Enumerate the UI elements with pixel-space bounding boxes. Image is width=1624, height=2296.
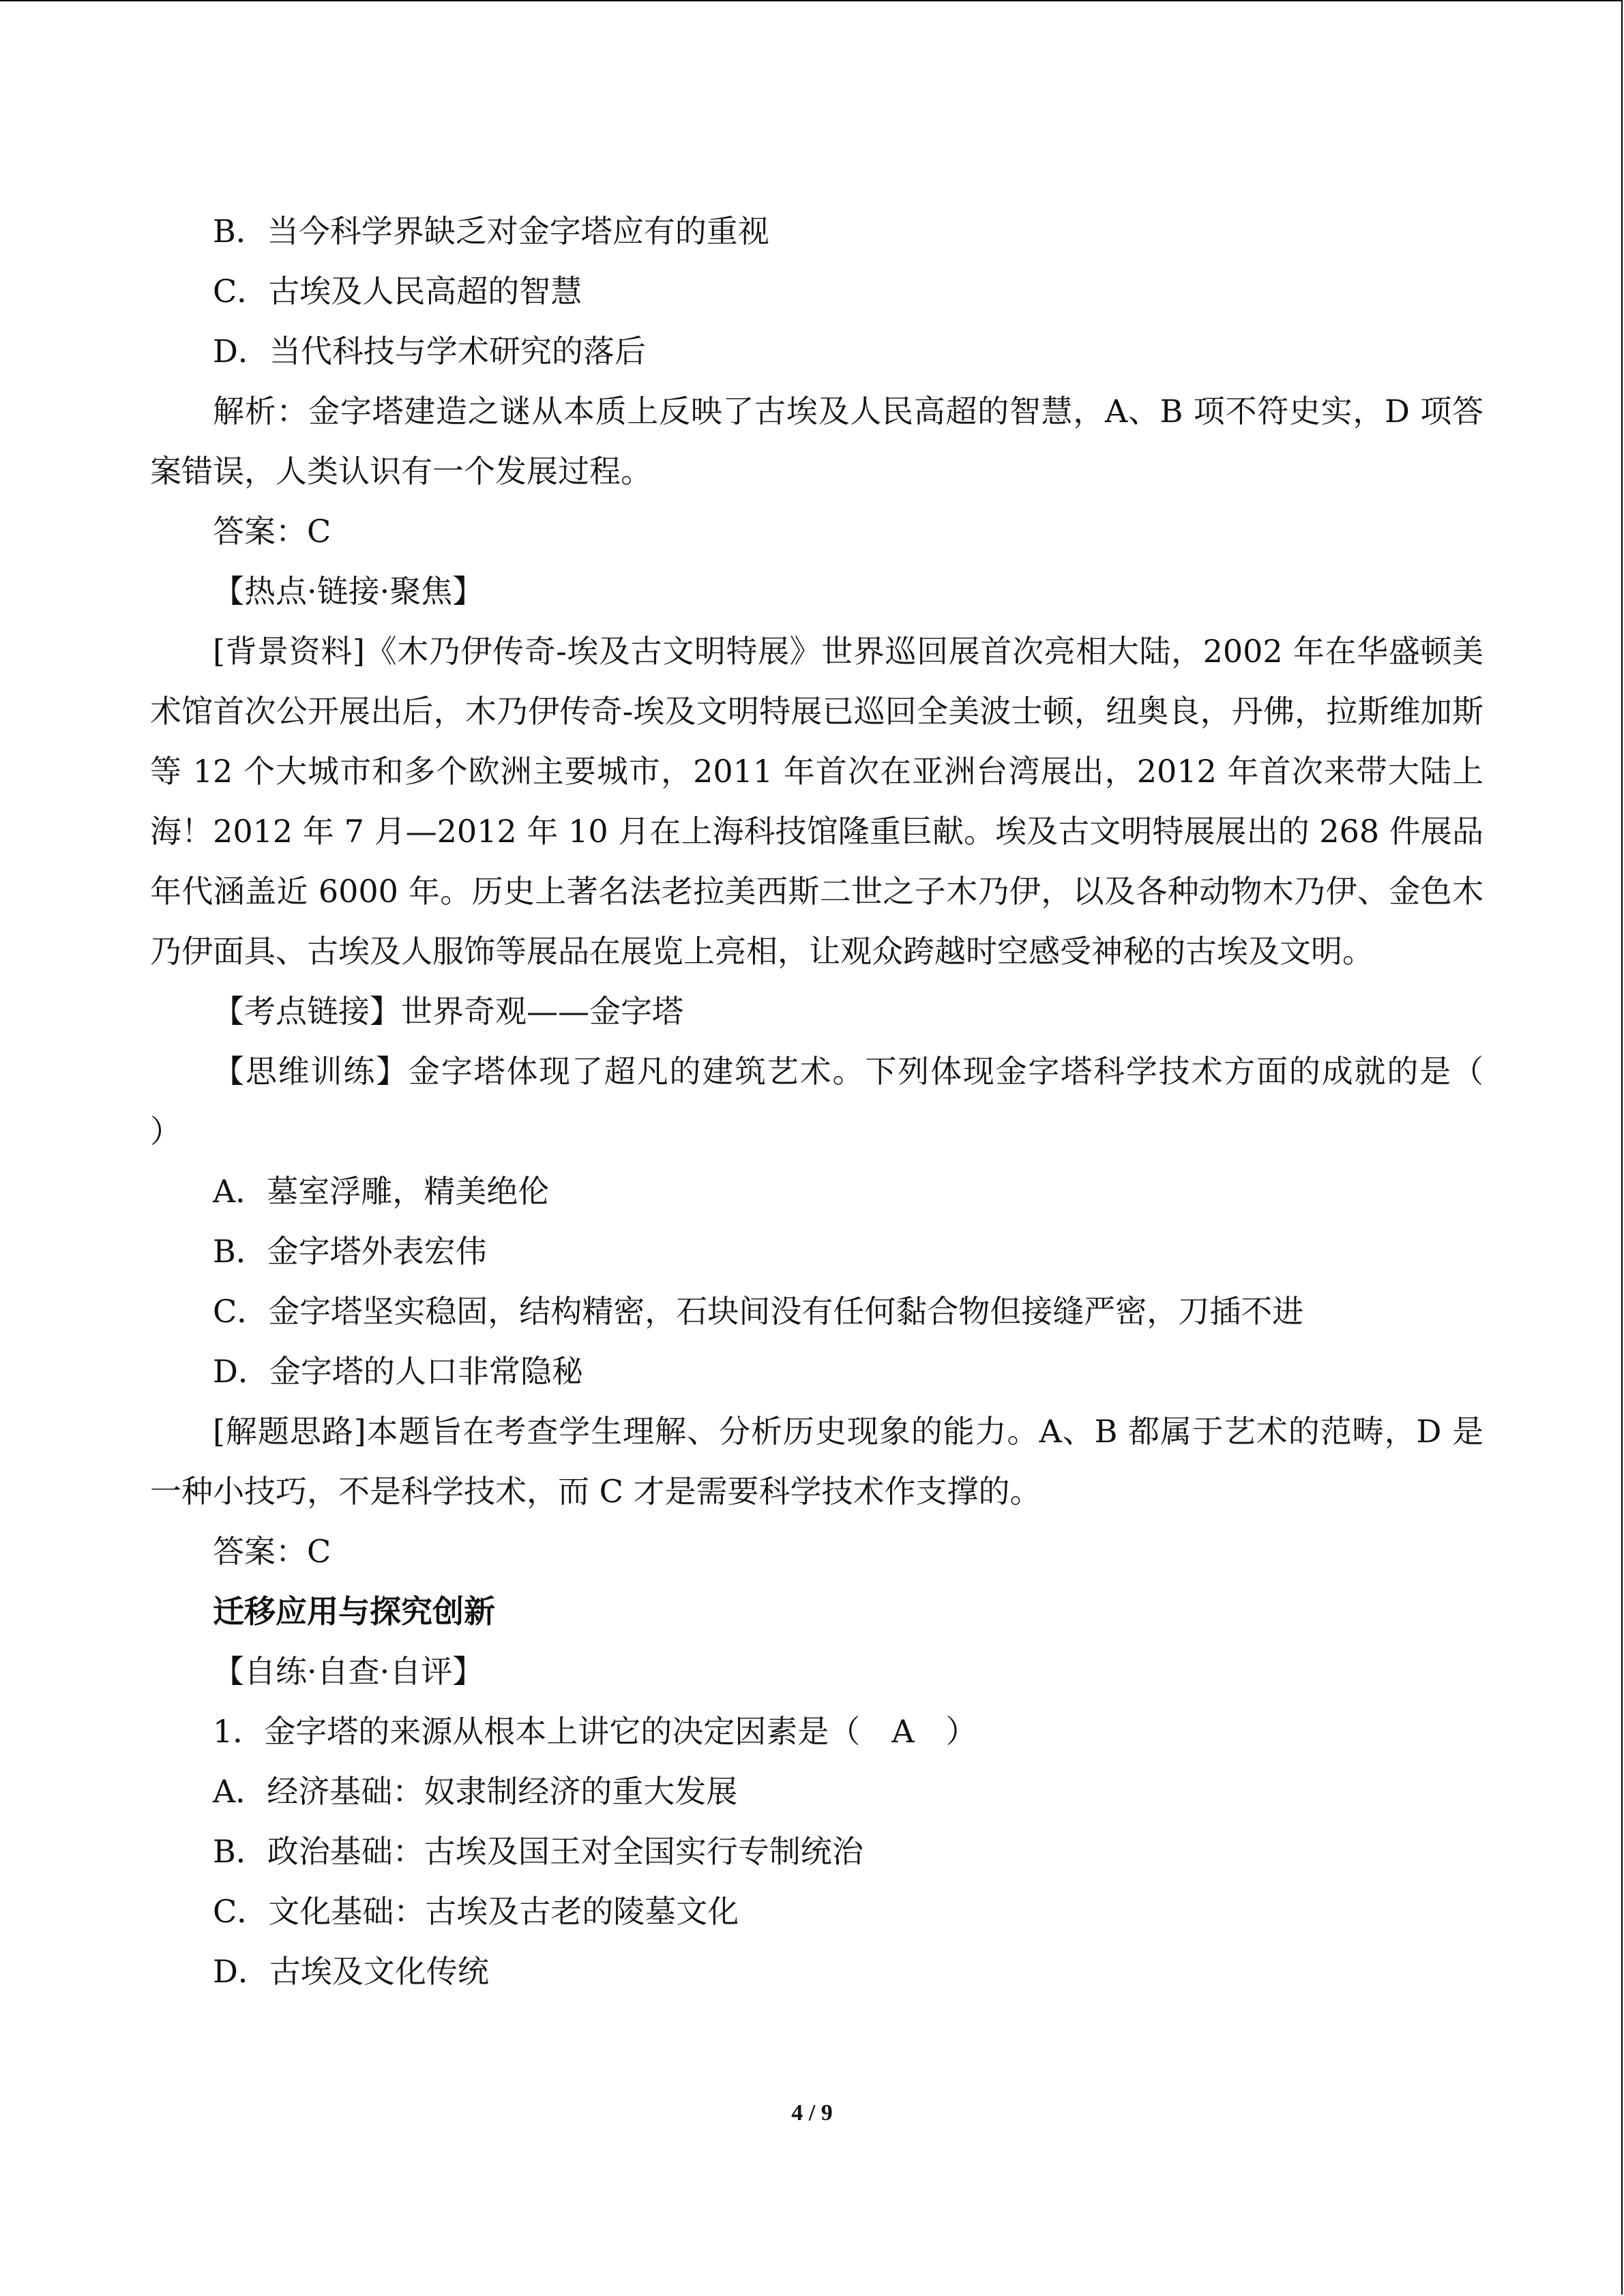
paragraph: C．金字塔坚实稳固，结构精密，石块间没有任何黏合物但接缝严密，刀插不进 bbox=[213, 1293, 1304, 1330]
paragraph: 答案：C bbox=[213, 1533, 331, 1570]
paragraph: B．当今科学界缺乏对金字塔应有的重视 bbox=[213, 213, 769, 250]
paragraph: C．文化基础：古埃及古老的陵墓文化 bbox=[213, 1893, 739, 1930]
document-body bbox=[150, 201, 1546, 2001]
paragraph: [背景资料]《木乃伊传奇-埃及古文明特展》世界巡回展首次亮相大陆，2002 年在华盛顿美术馆首次公开展出后，木乃伊传奇-埃及文明特展已巡回全美波士顿，纽奥良，丹佛，拉斯维加斯等 12 个大城市和多个欧洲主要城市，2011 年首次在亚洲台湾展出，2012 年首次来带大陆上海！2012 年 7 月—2012 年 10 月在上海科技馆隆重巨献。埃及古文明特展展出的 268 件展品年代涵盖近 6000 年。历史上著名法老拉美西斯二世之子木乃伊，以及各种动物木乃伊、金色木乃伊面具、古埃及人服饰等展品在展览上亮相，让观众跨越时空感受神秘的古埃及文明。 bbox=[150, 633, 1483, 970]
paragraph: 答案：C bbox=[213, 513, 331, 550]
section-heading: 迁移应用与探究创新 bbox=[213, 1593, 495, 1630]
page-number: 4 / 9 bbox=[791, 2100, 833, 2126]
paragraph: B．金字塔外表宏伟 bbox=[213, 1233, 487, 1270]
paragraph: D．当代科技与学术研究的落后 bbox=[213, 333, 646, 370]
paragraph: 1．金字塔的来源从根本上讲它的决定因素是（ A ） bbox=[213, 1713, 977, 1750]
paragraph: 【思维训练】金字塔体现了超凡的建筑艺术。下列体现金字塔科学技术方面的成就的是（ ） bbox=[150, 1053, 1546, 1150]
paragraph: 解析：金字塔建造之谜从本质上反映了古埃及人民高超的智慧，A、B 项不符史实，D 项答案错误，人类认识有一个发展过程。 bbox=[150, 393, 1483, 490]
paragraph: C．古埃及人民高超的智慧 bbox=[213, 273, 582, 310]
paragraph: A．墓室浮雕，精美绝伦 bbox=[213, 1173, 550, 1210]
paragraph: 【热点·链接·聚焦】 bbox=[213, 573, 484, 610]
paragraph: D．古埃及文化传统 bbox=[213, 1953, 489, 1990]
paragraph: [解题思路]本题旨在考查学生理解、分析历史现象的能力。A、B 都属于艺术的范畴，D 是一种小技巧，不是科学技术，而 C 才是需要科学技术作支撑的。 bbox=[150, 1413, 1483, 1510]
paragraph: 【自练·自查·自评】 bbox=[213, 1653, 484, 1690]
paragraph: 【考点链接】世界奇观——金字塔 bbox=[213, 993, 683, 1030]
paragraph: A．经济基础：奴隶制经济的重大发展 bbox=[213, 1773, 738, 1810]
paragraph: B．政治基础：古埃及国王对全国实行专制统治 bbox=[213, 1833, 863, 1870]
paragraph: D．金字塔的人口非常隐秘 bbox=[213, 1353, 583, 1390]
